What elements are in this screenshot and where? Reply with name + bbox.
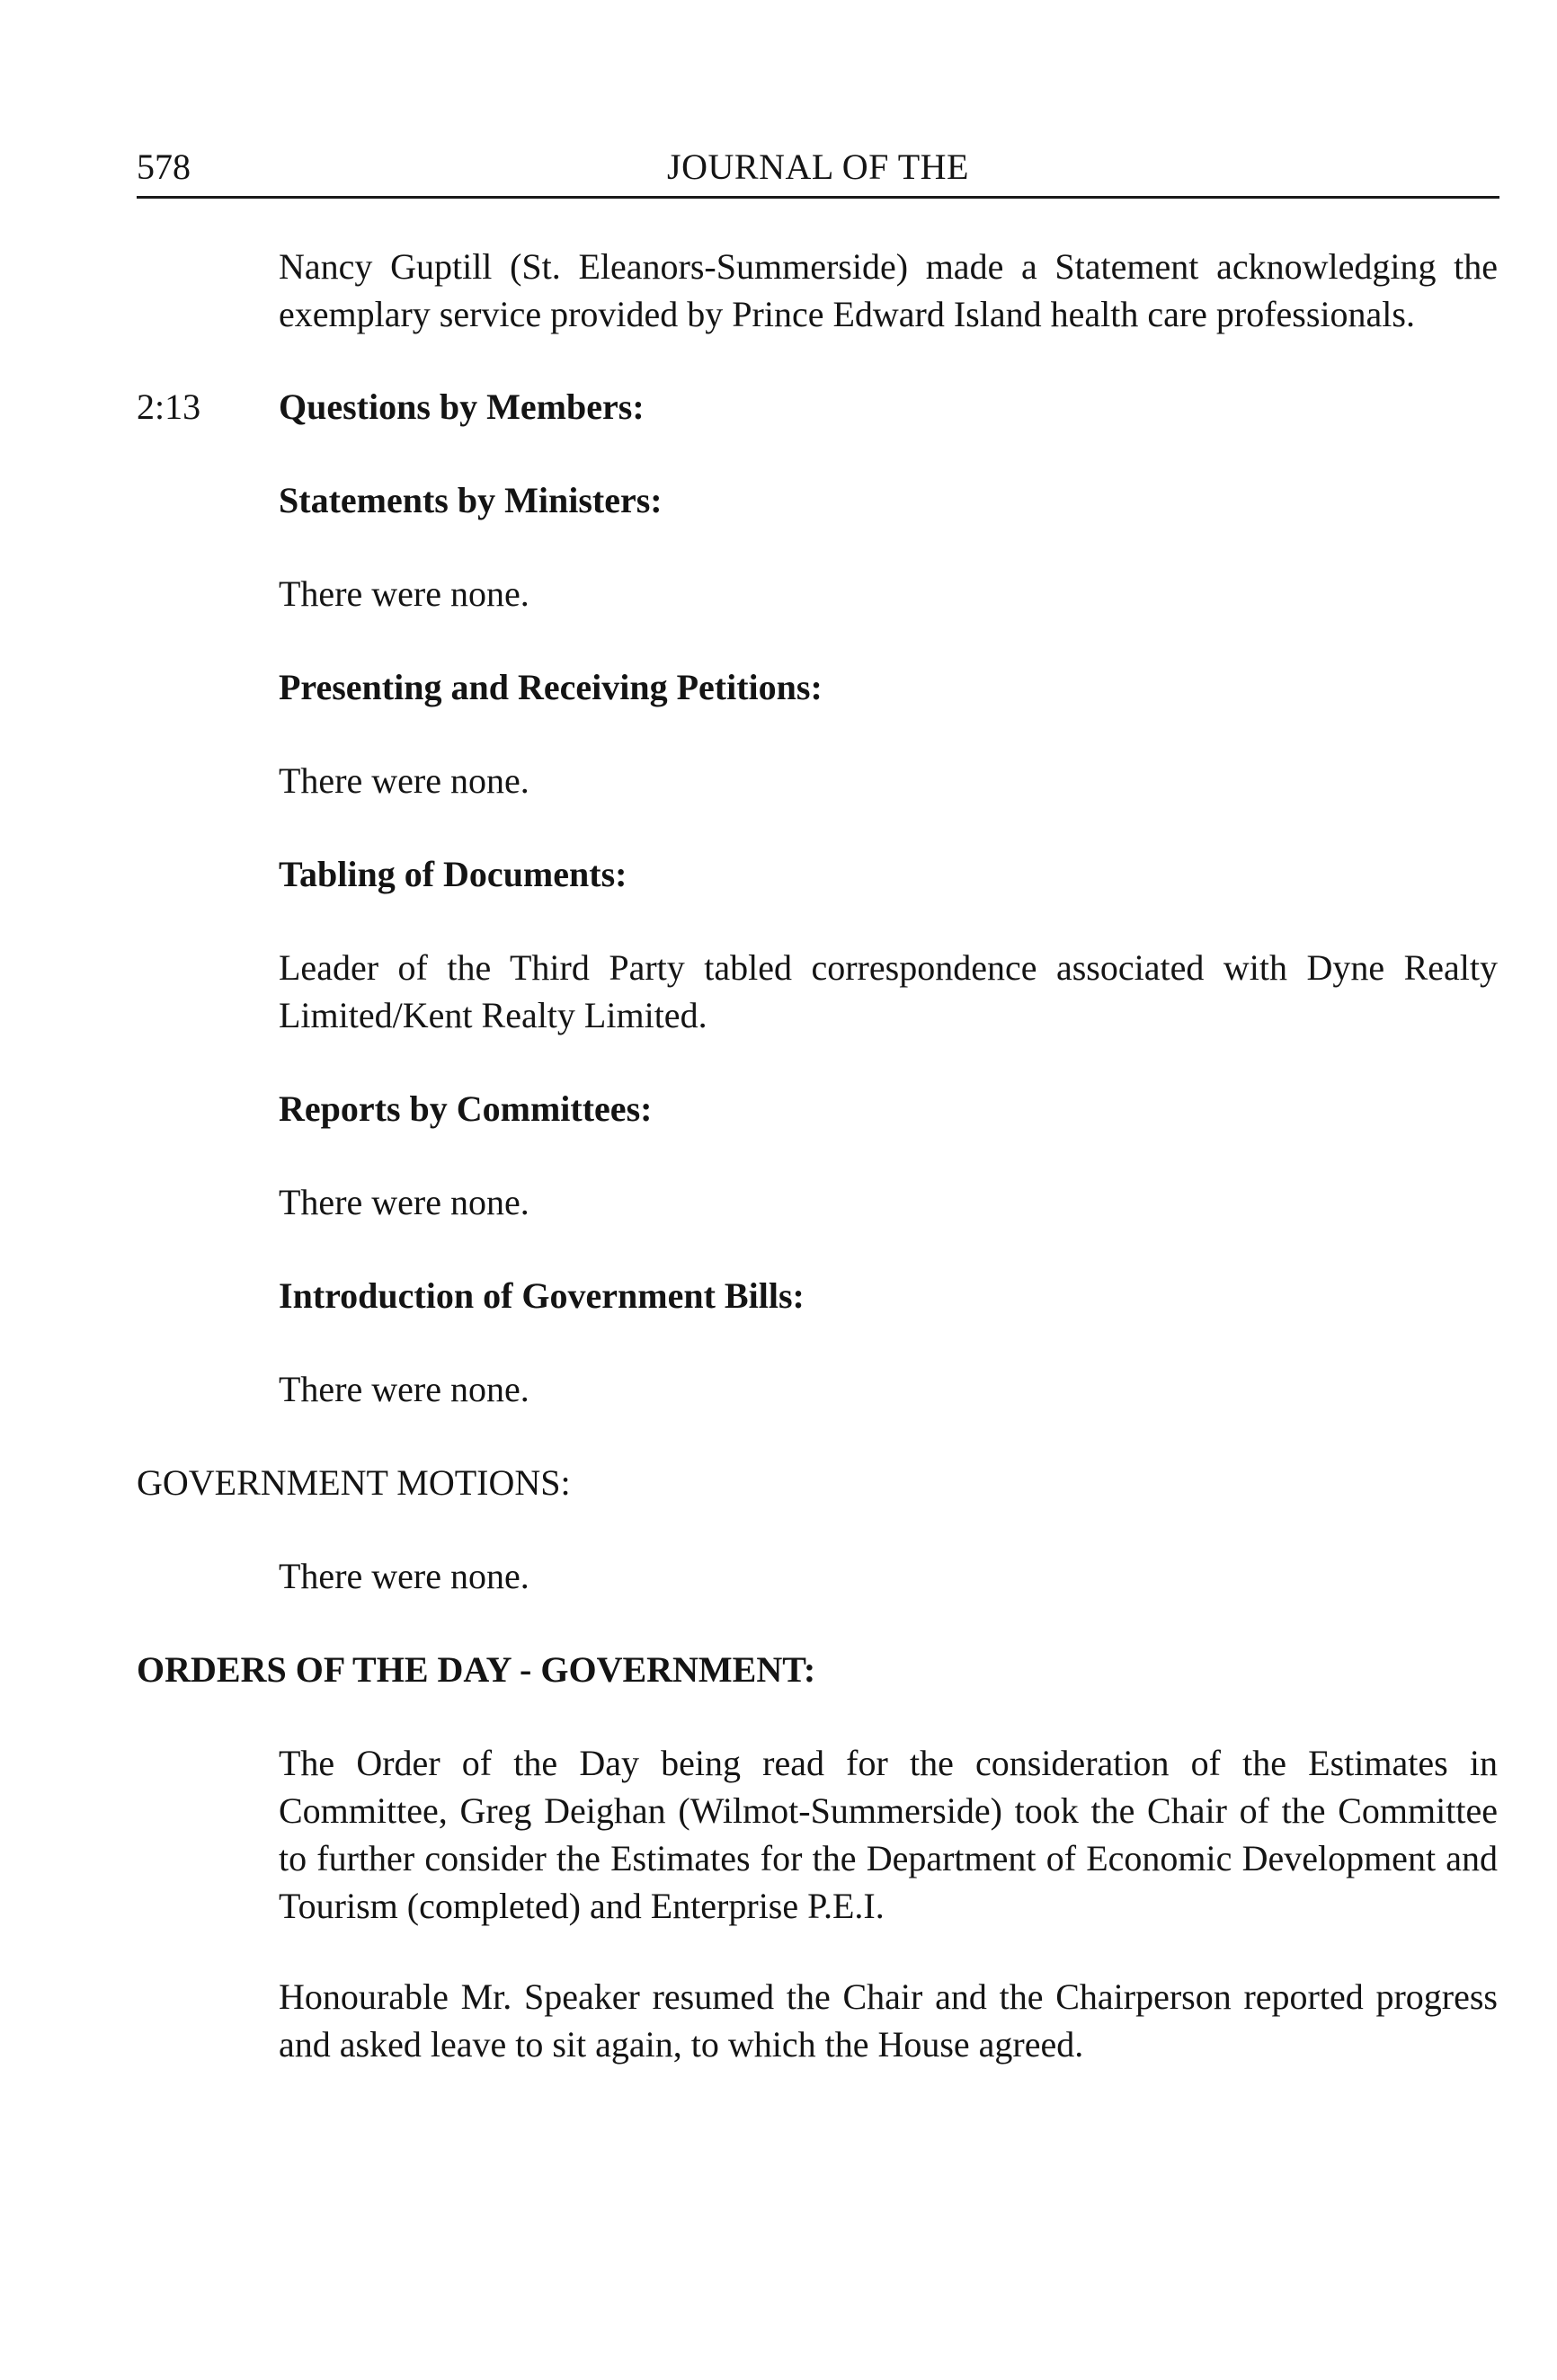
tabling-text: Leader of the Third Party tabled correspondence associated with Dyne Realty Limited/Kent Realty Limited. — [279, 947, 1498, 1035]
committees-text: There were none. — [279, 1182, 529, 1222]
bills-heading: Introduction of Government Bills: — [279, 1275, 805, 1316]
journal-title: JOURNAL OF THE — [667, 147, 969, 187]
committees-heading: Reports by Committees: — [279, 1088, 653, 1129]
petitions-text: There were none. — [279, 760, 529, 801]
page-number: 578 — [137, 147, 191, 187]
petitions-heading: Presenting and Receiving Petitions: — [279, 667, 823, 707]
motions-text: There were none. — [279, 1556, 529, 1596]
orders-heading: ORDERS OF THE DAY - GOVERNMENT: — [137, 1649, 816, 1690]
tabling-heading: Tabling of Documents: — [279, 854, 627, 894]
motions-heading: GOVERNMENT MOTIONS: — [137, 1462, 571, 1503]
ministers-heading: Statements by Ministers: — [279, 480, 663, 520]
bills-text: There were none. — [279, 1369, 529, 1409]
page-header — [137, 142, 1499, 199]
orders-paragraph-1: The Order of the Day being read for the consideration of the Estimates in Committee, Greg Deighan (Wilmot-Summerside) took the Chair of the Committee to further consider the Estimates for the Department of Economic Development and Tourism (completed) and Enterprise P.E.I. — [279, 1743, 1498, 1926]
ministers-text: There were none. — [279, 573, 529, 614]
time-stamp: 2:13 — [137, 386, 201, 427]
statement-paragraph: Nancy Guptill (St. Eleanors-Summerside) made a Statement acknowledging the exemplary service provided by Prince Edward Island health care professionals. — [279, 246, 1498, 334]
questions-heading: Questions by Members: — [279, 386, 645, 427]
orders-paragraph-2: Honourable Mr. Speaker resumed the Chair and the Chairperson reported progress and asked leave to sit again, to which the House agreed. — [279, 1976, 1498, 2065]
